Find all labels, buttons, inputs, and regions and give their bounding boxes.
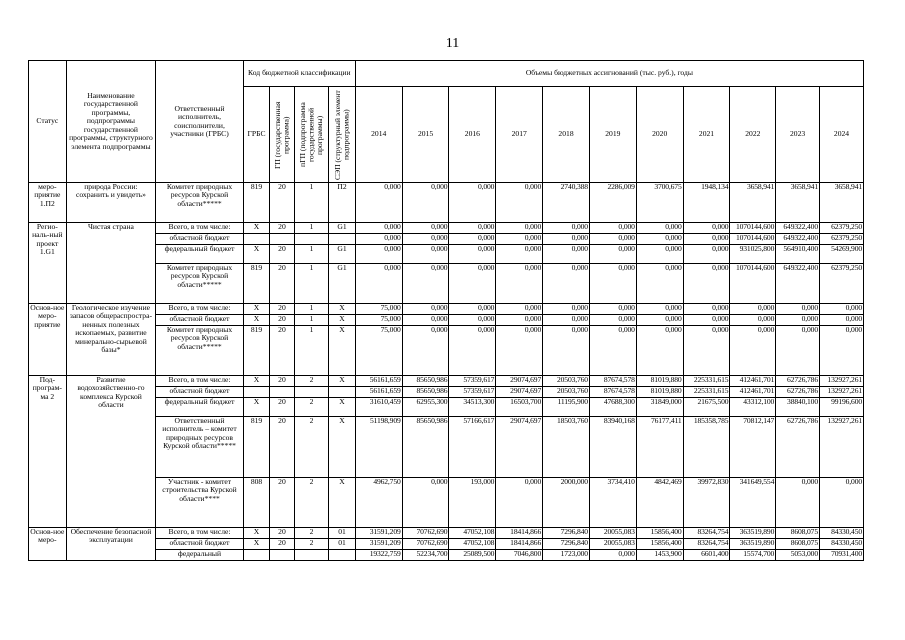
value-cell: 0,000 xyxy=(683,326,730,376)
value-cell: 0,000 xyxy=(776,304,820,315)
value-cell: 0,000 xyxy=(496,478,543,528)
gp-cell: 20 xyxy=(270,417,294,478)
value-cell: 20503,760 xyxy=(543,376,590,387)
header-year: 2020 xyxy=(636,87,683,183)
table-row xyxy=(29,304,864,315)
se-cell: 01 xyxy=(329,539,356,550)
pgp-cell: 2 xyxy=(294,478,329,528)
pgp-cell: 2 xyxy=(294,528,329,539)
value-cell: 62955,300 xyxy=(402,398,449,417)
block-name: Обеспечение безопасной эксплуатации xyxy=(66,528,156,561)
value-cell: 341649,554 xyxy=(730,478,776,528)
gp-cell: 20 xyxy=(270,315,294,326)
value-cell: 132927,261 xyxy=(819,387,863,398)
value-cell: 19322,759 xyxy=(355,550,402,561)
value-cell: 47052,108 xyxy=(449,528,496,539)
gp-cell: 20 xyxy=(270,398,294,417)
responsible-cell: областной бюджет xyxy=(156,315,244,326)
block-name: Чистая страна xyxy=(66,223,156,304)
gp-cell xyxy=(270,550,294,561)
value-cell: 70812,147 xyxy=(730,417,776,478)
value-cell: 0,000 xyxy=(543,315,590,326)
se-cell: П2 xyxy=(329,183,356,223)
value-cell: 0,000 xyxy=(589,264,636,304)
value-cell: 70762,690 xyxy=(402,528,449,539)
value-cell: 87674,578 xyxy=(589,387,636,398)
page-number: 11 xyxy=(445,36,460,51)
value-cell: 0,000 xyxy=(355,245,402,264)
value-cell: 0,000 xyxy=(355,264,402,304)
se-cell xyxy=(329,387,356,398)
value-cell: 29074,697 xyxy=(496,376,543,387)
value-cell: 8608,075 xyxy=(776,539,820,550)
grbs-cell: 808 xyxy=(243,478,269,528)
header-year: 2019 xyxy=(589,87,636,183)
value-cell: 51198,909 xyxy=(355,417,402,478)
value-cell: 62379,250 xyxy=(819,234,863,245)
value-cell: 0,000 xyxy=(449,264,496,304)
pgp-cell: 1 xyxy=(294,315,329,326)
table-row xyxy=(29,528,864,539)
value-cell: 52234,700 xyxy=(402,550,449,561)
value-cell: 31610,459 xyxy=(355,398,402,417)
value-cell: 0,000 xyxy=(683,304,730,315)
value-cell: 0,000 xyxy=(730,326,776,376)
pgp-cell: 1 xyxy=(294,245,329,264)
value-cell: 412461,701 xyxy=(730,376,776,387)
responsible-cell: федеральный бюджет xyxy=(156,398,244,417)
pgp-cell: 1 xyxy=(294,223,329,234)
value-cell: 0,000 xyxy=(543,234,590,245)
value-cell: 193,000 xyxy=(449,478,496,528)
grbs-cell: X xyxy=(243,245,269,264)
value-cell: 62379,250 xyxy=(819,223,863,234)
grbs-cell xyxy=(243,387,269,398)
value-cell: 0,000 xyxy=(402,183,449,223)
pgp-cell: 2 xyxy=(294,417,329,478)
value-cell: 0,000 xyxy=(683,315,730,326)
value-cell: 132927,261 xyxy=(819,417,863,478)
value-cell: 70762,690 xyxy=(402,539,449,550)
grbs-cell: 819 xyxy=(243,183,269,223)
header-name: Наименование государственной программы, подпрограммы государственной программы, структурного элемента подпрограммы xyxy=(66,61,156,183)
value-cell: 931025,800 xyxy=(730,245,776,264)
gp-cell: 20 xyxy=(270,264,294,304)
header-status: Статус xyxy=(29,61,67,183)
gp-cell: 20 xyxy=(270,478,294,528)
value-cell: 0,000 xyxy=(636,264,683,304)
value-cell: 0,000 xyxy=(496,245,543,264)
value-cell: 0,000 xyxy=(819,315,863,326)
value-cell: 0,000 xyxy=(589,550,636,561)
grbs-cell: X xyxy=(243,539,269,550)
value-cell: 0,000 xyxy=(543,304,590,315)
value-cell: 0,000 xyxy=(449,315,496,326)
block-status: Под-програм-ма 2 xyxy=(29,376,67,528)
responsible-cell: областной бюджет xyxy=(156,234,244,245)
value-cell: 0,000 xyxy=(496,234,543,245)
responsible-cell: Всего, в том числе: xyxy=(156,223,244,234)
value-cell: 75,000 xyxy=(355,304,402,315)
value-cell: 47688,300 xyxy=(589,398,636,417)
responsible-cell: Всего, в том числе: xyxy=(156,528,244,539)
value-cell: 2286,009 xyxy=(589,183,636,223)
value-cell: 21675,500 xyxy=(683,398,730,417)
value-cell: 76177,411 xyxy=(636,417,683,478)
header-pgp: пГП (подпрограмма государственной программы) xyxy=(294,87,329,183)
value-cell: 0,000 xyxy=(819,304,863,315)
responsible-cell: Ответственный исполнитель – комитет природных ресурсов Курской области***** xyxy=(156,417,244,478)
grbs-cell: X xyxy=(243,528,269,539)
value-cell: 363519,890 xyxy=(730,539,776,550)
value-cell: 0,000 xyxy=(402,304,449,315)
header-gp: ГП (государственная программа) xyxy=(270,87,294,183)
block-status: Регио-наль-ный проект 1.G1 xyxy=(29,223,67,304)
value-cell: 0,000 xyxy=(589,304,636,315)
value-cell: 25089,500 xyxy=(449,550,496,561)
value-cell: 20055,083 xyxy=(589,528,636,539)
value-cell: 34513,300 xyxy=(449,398,496,417)
gp-cell: 20 xyxy=(270,539,294,550)
value-cell: 0,000 xyxy=(449,304,496,315)
value-cell: 0,000 xyxy=(636,315,683,326)
grbs-cell: X xyxy=(243,398,269,417)
value-cell: 7046,800 xyxy=(496,550,543,561)
value-cell: 5053,000 xyxy=(776,550,820,561)
value-cell: 225331,615 xyxy=(683,387,730,398)
value-cell: 57359,617 xyxy=(449,376,496,387)
value-cell: 38840,100 xyxy=(776,398,820,417)
grbs-cell: X xyxy=(243,304,269,315)
value-cell: 4842,469 xyxy=(636,478,683,528)
value-cell: 62726,786 xyxy=(776,387,820,398)
value-cell: 83264,754 xyxy=(683,539,730,550)
value-cell: 84330,450 xyxy=(819,528,863,539)
table-row xyxy=(29,183,864,223)
value-cell: 564910,400 xyxy=(776,245,820,264)
gp-cell: 20 xyxy=(270,376,294,387)
gp-cell xyxy=(270,234,294,245)
grbs-cell: X xyxy=(243,315,269,326)
value-cell: 29074,697 xyxy=(496,417,543,478)
value-cell: 0,000 xyxy=(496,315,543,326)
value-cell: 0,000 xyxy=(589,234,636,245)
value-cell: 56161,659 xyxy=(355,387,402,398)
value-cell: 85650,986 xyxy=(402,376,449,387)
gp-cell: 20 xyxy=(270,245,294,264)
responsible-cell: областной бюджет xyxy=(156,539,244,550)
se-cell: G1 xyxy=(329,223,356,234)
value-cell: 3734,410 xyxy=(589,478,636,528)
value-cell: 43312,100 xyxy=(730,398,776,417)
value-cell: 0,000 xyxy=(449,245,496,264)
value-cell: 0,000 xyxy=(449,223,496,234)
pgp-cell xyxy=(294,234,329,245)
value-cell: 0,000 xyxy=(355,183,402,223)
grbs-cell: X xyxy=(243,223,269,234)
value-cell: 0,000 xyxy=(402,478,449,528)
pgp-cell: 2 xyxy=(294,539,329,550)
value-cell: 99196,600 xyxy=(819,398,863,417)
value-cell: 0,000 xyxy=(496,183,543,223)
pgp-cell: 1 xyxy=(294,264,329,304)
value-cell: 0,000 xyxy=(683,234,730,245)
gp-cell: 20 xyxy=(270,326,294,376)
value-cell: 0,000 xyxy=(683,223,730,234)
se-cell: X xyxy=(329,398,356,417)
se-cell: 01 xyxy=(329,528,356,539)
value-cell: 3658,941 xyxy=(730,183,776,223)
header-grbs: ГРБС xyxy=(243,87,269,183)
value-cell: 0,000 xyxy=(449,234,496,245)
value-cell: 2740,388 xyxy=(543,183,590,223)
value-cell: 0,000 xyxy=(402,326,449,376)
value-cell: 31591,209 xyxy=(355,528,402,539)
value-cell: 0,000 xyxy=(402,245,449,264)
value-cell: 0,000 xyxy=(402,264,449,304)
value-cell: 6601,400 xyxy=(683,550,730,561)
table-body xyxy=(29,183,864,561)
value-cell: 649322,400 xyxy=(776,264,820,304)
value-cell: 0,000 xyxy=(496,326,543,376)
value-cell: 0,000 xyxy=(449,326,496,376)
value-cell: 7296,840 xyxy=(543,539,590,550)
value-cell: 83940,168 xyxy=(589,417,636,478)
table-row xyxy=(29,223,864,234)
value-cell: 1070144,600 xyxy=(730,234,776,245)
value-cell: 185358,785 xyxy=(683,417,730,478)
value-cell: 18414,866 xyxy=(496,528,543,539)
value-cell: 0,000 xyxy=(496,304,543,315)
value-cell: 18414,866 xyxy=(496,539,543,550)
value-cell: 15574,700 xyxy=(730,550,776,561)
value-cell: 87674,578 xyxy=(589,376,636,387)
value-cell: 0,000 xyxy=(636,326,683,376)
pgp-cell xyxy=(294,550,329,561)
value-cell: 11195,900 xyxy=(543,398,590,417)
header-year: 2015 xyxy=(402,87,449,183)
se-cell: X xyxy=(329,376,356,387)
value-cell: 0,000 xyxy=(589,326,636,376)
grbs-cell xyxy=(243,550,269,561)
value-cell: 0,000 xyxy=(819,326,863,376)
value-cell: 20055,083 xyxy=(589,539,636,550)
header-volumes: Объемы бюджетных ассигнований (тыс. руб.), годы xyxy=(355,61,863,87)
responsible-cell: Комитет природных ресурсов Курской области***** xyxy=(156,264,244,304)
header-year: 2014 xyxy=(355,87,402,183)
value-cell: 0,000 xyxy=(355,223,402,234)
block-status: меро-приятие 1.П2 xyxy=(29,183,67,223)
value-cell: 0,000 xyxy=(543,245,590,264)
grbs-cell: 819 xyxy=(243,326,269,376)
header-se: СЭП (структурный элемент подпрограммы) xyxy=(329,87,356,183)
value-cell: 649322,400 xyxy=(776,234,820,245)
block-name: природа России: сохранить и увидеть» xyxy=(66,183,156,223)
value-cell: 0,000 xyxy=(776,315,820,326)
value-cell: 16503,700 xyxy=(496,398,543,417)
value-cell: 363519,890 xyxy=(730,528,776,539)
value-cell: 1070144,600 xyxy=(730,223,776,234)
value-cell: 0,000 xyxy=(589,315,636,326)
value-cell: 0,000 xyxy=(402,234,449,245)
value-cell: 649322,400 xyxy=(776,223,820,234)
value-cell: 54269,900 xyxy=(819,245,863,264)
value-cell: 18503,760 xyxy=(543,417,590,478)
value-cell: 0,000 xyxy=(355,234,402,245)
value-cell: 0,000 xyxy=(683,264,730,304)
value-cell: 56161,659 xyxy=(355,376,402,387)
value-cell: 62379,250 xyxy=(819,264,863,304)
value-cell: 0,000 xyxy=(543,223,590,234)
block-status: Основ-ное меро- xyxy=(29,528,67,561)
pgp-cell: 1 xyxy=(294,326,329,376)
value-cell: 0,000 xyxy=(683,245,730,264)
grbs-cell: X xyxy=(243,376,269,387)
block-name: Геологическое изучение запасов общераспростра-ненных полезных ископаемых, развитие минерально-сырьевой базы* xyxy=(66,304,156,376)
value-cell: 0,000 xyxy=(776,326,820,376)
responsible-cell: федеральный xyxy=(156,550,244,561)
grbs-cell: 819 xyxy=(243,417,269,478)
se-cell xyxy=(329,550,356,561)
value-cell: 15856,400 xyxy=(636,539,683,550)
value-cell: 1070144,600 xyxy=(730,264,776,304)
value-cell: 4962,750 xyxy=(355,478,402,528)
header-year: 2024 xyxy=(819,87,863,183)
value-cell: 39972,830 xyxy=(683,478,730,528)
value-cell: 0,000 xyxy=(730,315,776,326)
value-cell: 225331,615 xyxy=(683,376,730,387)
responsible-cell: Всего, в том числе: xyxy=(156,376,244,387)
se-cell: X xyxy=(329,417,356,478)
value-cell: 62726,786 xyxy=(776,417,820,478)
value-cell: 8608,075 xyxy=(776,528,820,539)
se-cell: X xyxy=(329,478,356,528)
value-cell: 29074,697 xyxy=(496,387,543,398)
se-cell xyxy=(329,234,356,245)
value-cell: 62726,786 xyxy=(776,376,820,387)
grbs-cell: 819 xyxy=(243,264,269,304)
value-cell: 412461,701 xyxy=(730,387,776,398)
value-cell: 7296,840 xyxy=(543,528,590,539)
value-cell: 1948,134 xyxy=(683,183,730,223)
value-cell: 0,000 xyxy=(776,478,820,528)
pgp-cell: 1 xyxy=(294,304,329,315)
value-cell: 31591,209 xyxy=(355,539,402,550)
header-budget-code: Код бюджетной классификации xyxy=(243,61,355,87)
header-year: 2017 xyxy=(496,87,543,183)
value-cell: 0,000 xyxy=(819,478,863,528)
value-cell: 70931,400 xyxy=(819,550,863,561)
pgp-cell: 2 xyxy=(294,398,329,417)
se-cell: X xyxy=(329,304,356,315)
gp-cell: 20 xyxy=(270,528,294,539)
value-cell: 0,000 xyxy=(496,223,543,234)
value-cell: 47052,108 xyxy=(449,539,496,550)
value-cell: 0,000 xyxy=(496,264,543,304)
value-cell: 81019,880 xyxy=(636,387,683,398)
value-cell: 0,000 xyxy=(636,304,683,315)
value-cell: 0,000 xyxy=(449,183,496,223)
header-year: 2018 xyxy=(543,87,590,183)
responsible-cell: Комитет природных ресурсов Курской области***** xyxy=(156,326,244,376)
gp-cell: 20 xyxy=(270,223,294,234)
value-cell: 85650,986 xyxy=(402,387,449,398)
value-cell: 132927,261 xyxy=(819,376,863,387)
pgp-cell: 2 xyxy=(294,376,329,387)
value-cell: 0,000 xyxy=(543,326,590,376)
header-year: 2022 xyxy=(730,87,776,183)
gp-cell: 20 xyxy=(270,304,294,315)
value-cell: 15856,400 xyxy=(636,528,683,539)
pgp-cell xyxy=(294,387,329,398)
header-year: 2023 xyxy=(776,87,820,183)
value-cell: 2000,000 xyxy=(543,478,590,528)
value-cell: 3700,675 xyxy=(636,183,683,223)
gp-cell xyxy=(270,387,294,398)
se-cell: X xyxy=(329,326,356,376)
header-year: 2021 xyxy=(683,87,730,183)
value-cell: 0,000 xyxy=(402,315,449,326)
responsible-cell: областной бюджет xyxy=(156,387,244,398)
grbs-cell xyxy=(243,234,269,245)
se-cell: G1 xyxy=(329,245,356,264)
value-cell: 1723,000 xyxy=(543,550,590,561)
budget-table xyxy=(28,60,864,561)
value-cell: 85650,986 xyxy=(402,417,449,478)
se-cell: X xyxy=(329,315,356,326)
value-cell: 3658,941 xyxy=(819,183,863,223)
value-cell: 84330,450 xyxy=(819,539,863,550)
value-cell: 1453,900 xyxy=(636,550,683,561)
responsible-cell: федеральный бюджет xyxy=(156,245,244,264)
value-cell: 0,000 xyxy=(636,245,683,264)
value-cell: 20503,760 xyxy=(543,387,590,398)
value-cell: 75,000 xyxy=(355,315,402,326)
responsible-cell: Участник - комитет строительства Курской области**** xyxy=(156,478,244,528)
value-cell: 75,000 xyxy=(355,326,402,376)
value-cell: 0,000 xyxy=(636,234,683,245)
value-cell: 0,000 xyxy=(402,223,449,234)
value-cell: 0,000 xyxy=(589,223,636,234)
value-cell: 0,000 xyxy=(730,304,776,315)
block-name: Развитие водохозяйственно-го комплекса Курской области xyxy=(66,376,156,528)
pgp-cell: 1 xyxy=(294,183,329,223)
se-cell: G1 xyxy=(329,264,356,304)
value-cell: 3658,941 xyxy=(776,183,820,223)
value-cell: 0,000 xyxy=(543,264,590,304)
value-cell: 31849,000 xyxy=(636,398,683,417)
responsible-cell: Всего, в том числе: xyxy=(156,304,244,315)
value-cell: 0,000 xyxy=(589,245,636,264)
value-cell: 57166,617 xyxy=(449,417,496,478)
block-status: Основ-ное меро-приятие xyxy=(29,304,67,376)
header-responsible: Ответственный исполнитель, соисполнители, участники (ГРБС) xyxy=(156,61,244,183)
value-cell: 81019,880 xyxy=(636,376,683,387)
value-cell: 0,000 xyxy=(636,223,683,234)
header-year: 2016 xyxy=(449,87,496,183)
value-cell: 83264,754 xyxy=(683,528,730,539)
gp-cell: 20 xyxy=(270,183,294,223)
responsible-cell: Комитет природных ресурсов Курской области***** xyxy=(156,183,244,223)
table-row xyxy=(29,376,864,387)
value-cell: 57359,617 xyxy=(449,387,496,398)
